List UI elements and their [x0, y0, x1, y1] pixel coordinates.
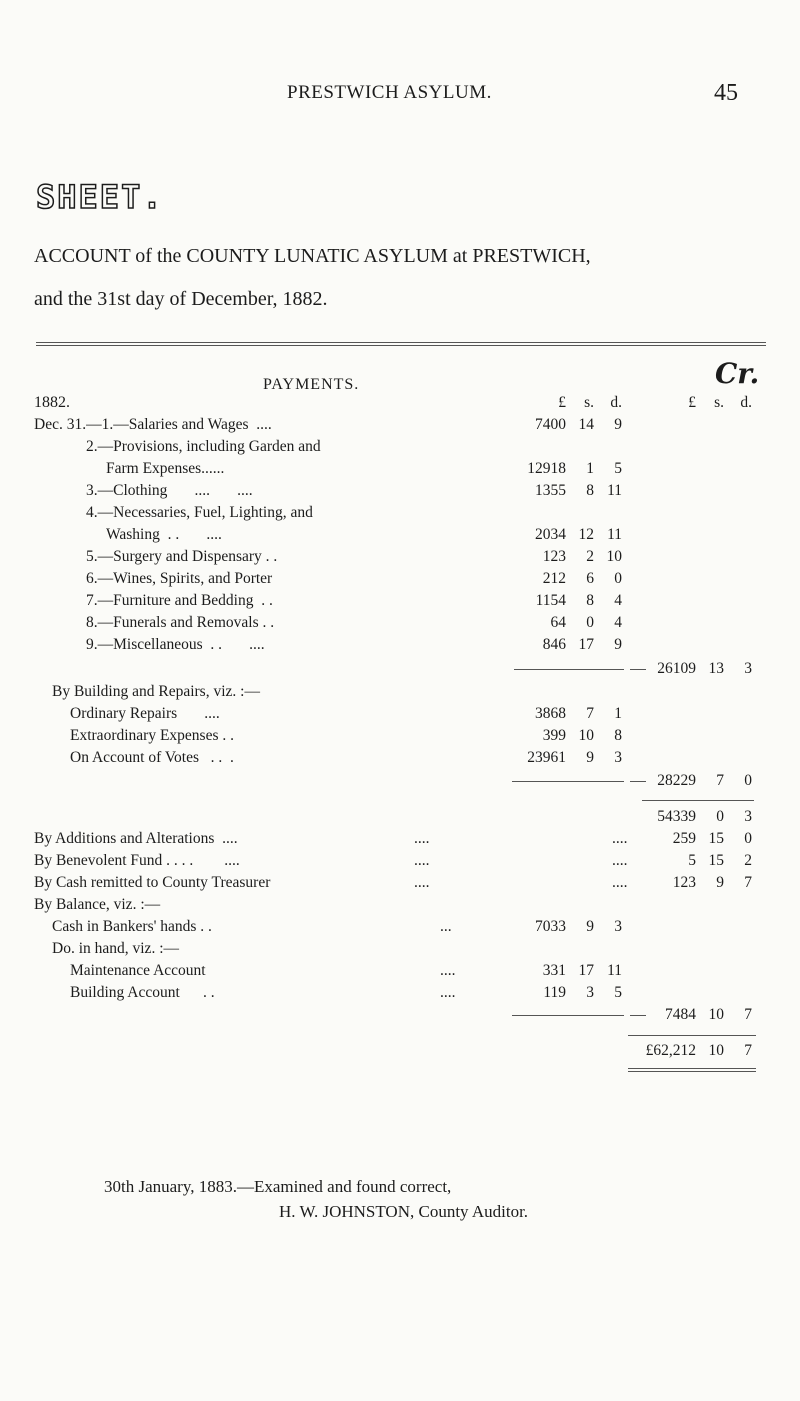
grand-total-rule-bottom [628, 1068, 756, 1072]
amount-pence: 0 [744, 830, 752, 847]
header-pounds-2: £ [688, 394, 696, 411]
ledger-row-building-account [0, 984, 800, 1006]
row-label: Farm Expenses...... [106, 460, 225, 477]
row-label: 6.—Wines, Spirits, and Porter [86, 570, 273, 587]
ledger-row-cash-in-bankers [0, 918, 800, 940]
ledger-row-surgery [0, 548, 800, 570]
amount-shillings: 15 [708, 852, 724, 869]
subtotal-shillings: 13 [708, 660, 724, 677]
amount-pounds: 119 [543, 984, 566, 1001]
amount-shillings: 9 [586, 749, 594, 766]
running-title: PRESTWICH ASYLUM. [287, 82, 492, 103]
payments-heading: PAYMENTS. [263, 376, 360, 393]
ledger-row-balance-heading [0, 896, 800, 918]
subtotal-shillings: 7 [716, 772, 724, 789]
amount-pounds: 1355 [535, 482, 566, 499]
row-label: On Account of Votes . . . [70, 749, 234, 766]
subtotal-shillings: 10 [708, 1006, 724, 1023]
amount-pounds: 846 [542, 636, 566, 653]
row-label: Do. in hand, viz. :— [52, 940, 179, 957]
row-label: 4.—Necessaries, Fuel, Lighting, and [86, 504, 313, 521]
amount-pence: 10 [606, 548, 622, 565]
ledger-row-clothing [0, 482, 800, 504]
auditor-signature: H. W. JOHNSTON, County Auditor. [279, 1202, 529, 1221]
row-label: By Building and Repairs, viz. :— [52, 683, 260, 700]
amount-pounds: 212 [542, 570, 566, 587]
amount-shillings: 17 [578, 962, 594, 979]
amount-shillings: 2 [586, 548, 594, 565]
row-label: Ordinary Repairs .... [70, 705, 220, 722]
row-label: Maintenance Account [70, 962, 206, 979]
row-leader: .... [414, 874, 430, 891]
amount-pounds: 23961 [527, 749, 566, 766]
sheet-heading: SHEET. [36, 178, 164, 216]
ledger-row-necessaries-1 [0, 504, 800, 526]
ledger-row-additions [0, 830, 800, 852]
amount-pence: 2 [744, 852, 752, 869]
ledger-row-funerals [0, 614, 800, 636]
subtotal-pence: 3 [744, 660, 752, 677]
row-label: By Balance, viz. :— [34, 896, 161, 913]
account-title-line2: and the 31st day of December, 1882. [34, 288, 328, 310]
row-leader: .... [612, 852, 628, 869]
examination-note: 30th January, 1883.—Examined and found correct, [104, 1177, 452, 1196]
header-pounds-1: £ [558, 394, 566, 411]
ledger-row-benevolent-fund [0, 852, 800, 874]
ledger-row-wines [0, 570, 800, 592]
amount-pounds: 123 [542, 548, 566, 565]
total-pounds: 54339 [657, 808, 696, 825]
ledger-row-building-heading [0, 683, 800, 705]
amount-shillings: 3 [586, 984, 594, 1001]
amount-pounds: 1154 [535, 592, 566, 609]
subtotal-pounds: 26109 [657, 660, 696, 677]
header-shillings-1: s. [584, 394, 594, 411]
ledger-row-provisions-2 [0, 460, 800, 482]
amount-pounds: 399 [542, 727, 566, 744]
ledger-row-in-hand-heading [0, 940, 800, 962]
amount-shillings: 8 [586, 482, 594, 499]
amount-pence: 7 [744, 874, 752, 891]
total-rule-1 [642, 800, 754, 801]
amount-pence: 11 [607, 526, 622, 543]
row-leader: .... [414, 830, 430, 847]
amount-pence: 4 [614, 614, 622, 631]
amount-shillings: 12 [578, 526, 594, 543]
amount-pence: 8 [614, 727, 622, 744]
amount-pence: 11 [607, 962, 622, 979]
amount-shillings: 9 [716, 874, 724, 891]
ledger-row-account-of-votes [0, 749, 800, 771]
subtotal-pence: 7 [744, 1006, 752, 1023]
amount-pounds: 64 [550, 614, 566, 631]
grand-total-rule-top [628, 1035, 756, 1036]
row-label: 8.—Funerals and Removals . . [86, 614, 275, 631]
amount-pounds: 3868 [535, 705, 566, 722]
amount-pence: 9 [614, 416, 622, 433]
subtotal-pence: 0 [744, 772, 752, 789]
row-label: By Additions and Alterations .... [34, 830, 238, 847]
amount-pounds: 331 [542, 962, 566, 979]
row-label: 5.—Surgery and Dispensary . . [86, 548, 278, 565]
amount-shillings: 17 [578, 636, 594, 653]
amount-pence: 5 [614, 984, 622, 1001]
row-label: By Cash remitted to County Treasurer [34, 874, 271, 891]
row-label: Extraordinary Expenses . . [70, 727, 234, 744]
row-leader: .... [440, 984, 456, 1001]
subtotal-payments [0, 660, 800, 682]
row-label: Dec. 31.—1.—Salaries and Wages .... [34, 416, 272, 433]
row-leader: ... [440, 918, 452, 935]
grand-total-shillings: 10 [708, 1042, 724, 1059]
header-shillings-2: s. [714, 394, 724, 411]
page-number: 45 [714, 80, 738, 106]
amount-shillings: 10 [578, 727, 594, 744]
row-leader: .... [440, 962, 456, 979]
ledger-row-cash-remitted [0, 874, 800, 896]
amount-pence: 9 [614, 636, 622, 653]
account-title-line1: ACCOUNT of the COUNTY LUNATIC ASYLUM at PRESTWICH, [34, 245, 591, 267]
row-leader: .... [414, 852, 430, 869]
amount-pounds: 12918 [527, 460, 566, 477]
amount-pence: 5 [614, 460, 622, 477]
header-pence-2: d. [740, 394, 752, 411]
amount-pounds: 123 [672, 874, 696, 891]
credit-mark: Cr. [715, 357, 760, 390]
year-label: 1882. [34, 394, 70, 411]
top-double-rule [36, 342, 766, 346]
row-label: Cash in Bankers' hands . . [52, 918, 212, 935]
row-label: 2.—Provisions, including Garden and [86, 438, 321, 455]
row-label: 9.—Miscellaneous . . .... [86, 636, 265, 653]
amount-pounds: 259 [672, 830, 696, 847]
row-label: Washing . . .... [106, 526, 222, 543]
ledger-row-miscellaneous [0, 636, 800, 658]
amount-shillings: 9 [586, 918, 594, 935]
row-label: 7.—Furniture and Bedding . . [86, 592, 273, 609]
ledger-row-extraordinary-expenses [0, 727, 800, 749]
grand-total [0, 1042, 800, 1064]
ledger-row-furniture [0, 592, 800, 614]
amount-pounds: 7400 [535, 416, 566, 433]
subtotal-building [0, 772, 800, 794]
running-head [0, 82, 800, 112]
ledger-row-necessaries-2 [0, 526, 800, 548]
amount-shillings: 6 [586, 570, 594, 587]
ledger-row-salaries [0, 416, 800, 438]
ledger-row-maintenance-account [0, 962, 800, 984]
subtotal-pounds: 7484 [665, 1006, 696, 1023]
total-pence: 3 [744, 808, 752, 825]
amount-shillings: 8 [586, 592, 594, 609]
row-leader: .... [612, 830, 628, 847]
amount-shillings: 15 [708, 830, 724, 847]
amount-shillings: 0 [586, 614, 594, 631]
amount-pence: 3 [614, 918, 622, 935]
amount-pence: 11 [607, 482, 622, 499]
amount-pence: 3 [614, 749, 622, 766]
amount-pounds: 5 [688, 852, 696, 869]
row-leader: .... [612, 874, 628, 891]
grand-total-pounds: £62,212 [645, 1042, 696, 1059]
ledger-row-provisions-1 [0, 438, 800, 460]
row-label: Building Account . . [70, 984, 215, 1001]
ledger-row-ordinary-repairs [0, 705, 800, 727]
header-pence-1: d. [610, 394, 622, 411]
grand-total-pence: 7 [744, 1042, 752, 1059]
subtotal-balance [0, 1006, 800, 1028]
amount-pence: 4 [614, 592, 622, 609]
amount-pounds: 2034 [535, 526, 566, 543]
row-label: 3.—Clothing .... .... [86, 482, 253, 499]
running-total [0, 808, 800, 830]
amount-pounds: 7033 [535, 918, 566, 935]
amount-pence: 1 [614, 705, 622, 722]
subtotal-pounds: 28229 [657, 772, 696, 789]
total-shillings: 0 [716, 808, 724, 825]
amount-shillings: 14 [578, 416, 594, 433]
amount-pence: 0 [614, 570, 622, 587]
column-headers [0, 394, 800, 416]
amount-shillings: 7 [586, 705, 594, 722]
amount-shillings: 1 [586, 460, 594, 477]
row-label: By Benevolent Fund . . . . .... [34, 852, 240, 869]
